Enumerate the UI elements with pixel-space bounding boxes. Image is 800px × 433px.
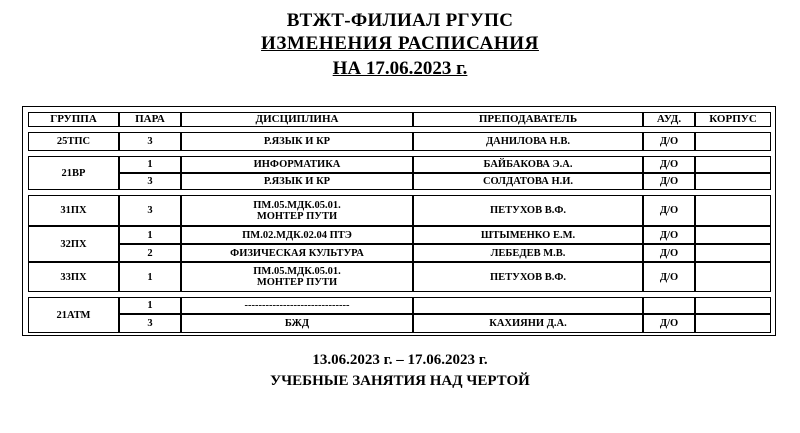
teacher-cell: ПЕТУХОВ В.Ф.: [413, 262, 643, 292]
pair-cell: 2: [119, 244, 181, 262]
title-changes: ИЗМЕНЕНИЯ РАСПИСАНИЯ: [261, 33, 539, 54]
building-cell: [695, 226, 771, 244]
footer-date-range: 13.06.2023 г. – 17.06.2023 г.: [312, 352, 488, 368]
teacher-cell: КАХИЯНИ Д.А.: [413, 314, 643, 333]
column-header-subject: ДИСЦИПЛИНА: [181, 112, 413, 127]
pair-cell: 3: [119, 314, 181, 333]
title-institution: ВТЖТ-ФИЛИАЛ РГУПС: [286, 10, 514, 31]
teacher-cell: ЛЕБЕДЕВ М.В.: [413, 244, 643, 262]
group-cell: 31ПХ: [28, 195, 119, 226]
building-cell: [695, 195, 771, 226]
subject-cell: БЖД: [181, 314, 413, 333]
room-cell: Д/О: [643, 156, 695, 173]
teacher-cell: СОЛДАТОВА Н.И.: [413, 173, 643, 190]
room-cell: Д/О: [643, 226, 695, 244]
column-header-pair: ПАРА: [119, 112, 181, 127]
pair-cell: 3: [119, 173, 181, 190]
room-cell: Д/О: [643, 244, 695, 262]
group-cell: 21АТМ: [28, 297, 119, 333]
subject-cell: Р.ЯЗЫК И КР: [181, 173, 413, 190]
teacher-cell: ДАНИЛОВА Н.В.: [413, 132, 643, 151]
room-cell: Д/О: [643, 132, 695, 151]
subject-cell: ФИЗИЧЕСКАЯ КУЛЬТУРА: [181, 244, 413, 262]
subject-cell: ------------------------------: [181, 297, 413, 314]
room-cell: Д/О: [643, 173, 695, 190]
room-cell: Д/О: [643, 195, 695, 226]
title-date: НА 17.06.2023 г.: [332, 58, 468, 79]
group-cell: 21ВР: [28, 156, 119, 190]
pair-cell: 1: [119, 156, 181, 173]
subject-cell: ИНФОРМАТИКА: [181, 156, 413, 173]
pair-cell: 1: [119, 262, 181, 292]
room-cell: Д/О: [643, 314, 695, 333]
building-cell: [695, 262, 771, 292]
building-cell: [695, 156, 771, 173]
pair-cell: 1: [119, 226, 181, 244]
subject-cell: ПМ.05.МДК.05.01. МОНТЕР ПУТИ: [181, 195, 413, 226]
building-cell: [695, 297, 771, 314]
building-cell: [695, 173, 771, 190]
subject-cell: ПМ.02.МДК.02.04 ПТЭ: [181, 226, 413, 244]
teacher-cell: [413, 297, 643, 314]
building-cell: [695, 314, 771, 333]
building-cell: [695, 132, 771, 151]
pair-cell: 1: [119, 297, 181, 314]
column-header-teacher: ПРЕПОДАВАТЕЛЬ: [413, 112, 643, 127]
footer-note: УЧЕБНЫЕ ЗАНЯТИЯ НАД ЧЕРТОЙ: [270, 373, 530, 389]
room-cell: Д/О: [643, 262, 695, 292]
pair-cell: 3: [119, 132, 181, 151]
subject-cell: ПМ.05.МДК.05.01. МОНТЕР ПУТИ: [181, 262, 413, 292]
building-cell: [695, 244, 771, 262]
group-cell: 33ПХ: [28, 262, 119, 292]
teacher-cell: ПЕТУХОВ В.Ф.: [413, 195, 643, 226]
column-header-room: АУД.: [643, 112, 695, 127]
subject-cell: Р.ЯЗЫК И КР: [181, 132, 413, 151]
teacher-cell: ШТЫМЕНКО Е.М.: [413, 226, 643, 244]
column-header-building: КОРПУС: [695, 112, 771, 127]
teacher-cell: БАЙБАКОВА Э.А.: [413, 156, 643, 173]
group-cell: 25ТПС: [28, 132, 119, 151]
group-cell: 32ПХ: [28, 226, 119, 262]
room-cell: [643, 297, 695, 314]
pair-cell: 3: [119, 195, 181, 226]
column-header-group: ГРУППА: [28, 112, 119, 127]
